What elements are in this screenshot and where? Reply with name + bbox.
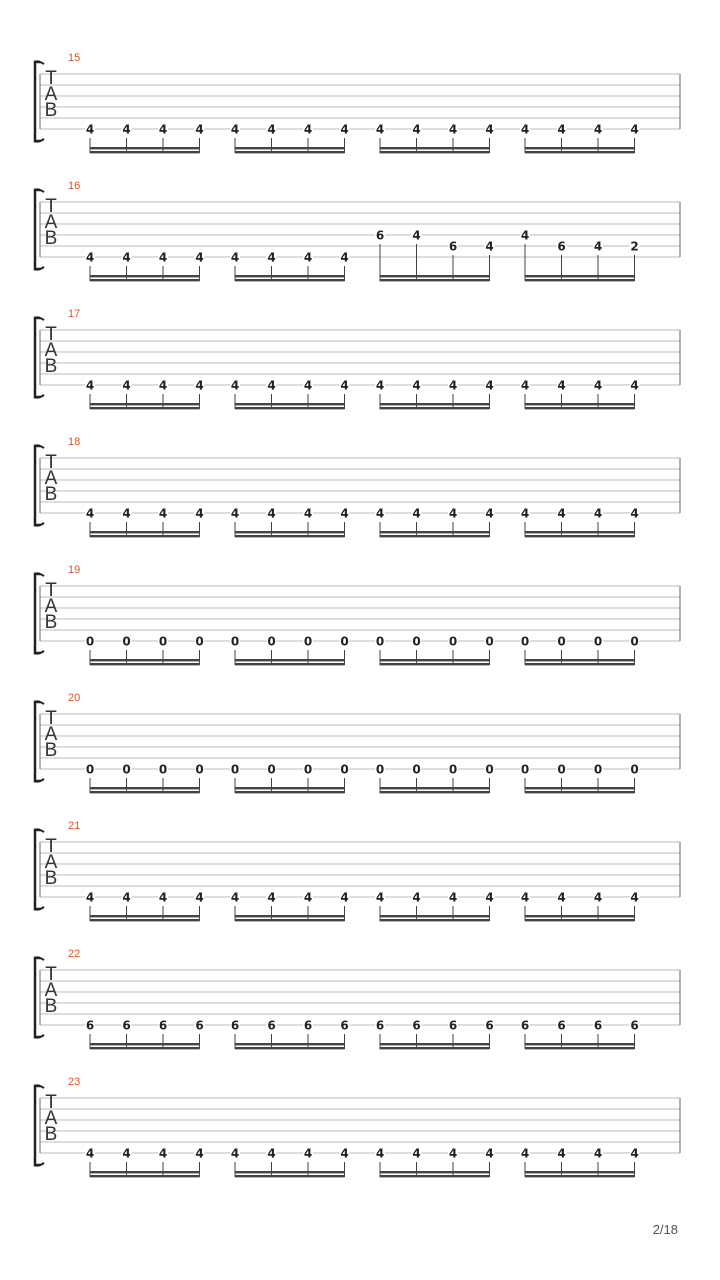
- beam: [380, 659, 490, 661]
- fret-number: 4: [412, 378, 421, 393]
- measure-number: 21: [68, 820, 81, 832]
- beam: [235, 1175, 345, 1177]
- fret-number: 4: [557, 890, 566, 905]
- measure-number: 20: [68, 692, 81, 704]
- fret-number: 6: [520, 1018, 530, 1033]
- fret-number: 4: [412, 122, 421, 137]
- beam: [380, 147, 490, 149]
- beam: [380, 1047, 490, 1049]
- beam: [90, 151, 200, 153]
- fret-number: 4: [520, 122, 530, 137]
- tab-system: [0, 564, 720, 692]
- beam: [235, 1043, 345, 1045]
- beam: [525, 279, 635, 281]
- beam: [235, 151, 345, 153]
- system-bracket: [35, 958, 40, 1037]
- beam: [525, 535, 635, 537]
- system-bracket: [35, 446, 40, 525]
- fret-number: 0: [375, 634, 385, 649]
- fret-number: 4: [520, 506, 530, 521]
- beam: [525, 791, 635, 793]
- fret-number: 0: [85, 762, 95, 777]
- tab-clef-letter: B: [44, 996, 58, 1017]
- fret-number: 4: [122, 250, 131, 265]
- fret-number: 4: [630, 890, 639, 905]
- beam: [380, 407, 490, 409]
- fret-number: 4: [375, 1146, 385, 1161]
- beam: [235, 275, 345, 277]
- fret-number: 4: [412, 228, 421, 243]
- fret-number: 4: [412, 506, 421, 521]
- fret-number: 4: [448, 1146, 458, 1161]
- beam: [90, 147, 200, 149]
- beam: [525, 663, 635, 665]
- beam: [90, 919, 200, 921]
- system-bracket: [35, 318, 40, 397]
- beam: [525, 1175, 635, 1177]
- beam: [380, 279, 490, 281]
- fret-number: 4: [340, 890, 349, 905]
- fret-number: 4: [630, 122, 639, 137]
- tab-system: [0, 436, 720, 564]
- fret-number: 4: [448, 890, 458, 905]
- fret-number: 4: [485, 122, 494, 137]
- fret-number: 6: [230, 1018, 240, 1033]
- measure-number: 18: [68, 436, 81, 448]
- system-bracket: [35, 830, 40, 909]
- fret-number: 4: [593, 1146, 603, 1161]
- beam: [235, 659, 345, 661]
- fret-number: 4: [230, 378, 240, 393]
- fret-number: 4: [630, 506, 639, 521]
- fret-number: 4: [158, 250, 168, 265]
- fret-number: 0: [593, 762, 603, 777]
- fret-number: 4: [520, 228, 530, 243]
- beam: [525, 659, 635, 661]
- fret-number: 6: [340, 1018, 349, 1033]
- tab-clef-letter: T: [45, 452, 57, 473]
- fret-number: 4: [303, 506, 313, 521]
- tab-system: [0, 1076, 720, 1204]
- fret-number: 6: [158, 1018, 168, 1033]
- beam: [380, 531, 490, 533]
- fret-number: 4: [122, 890, 131, 905]
- fret-number: 0: [412, 762, 421, 777]
- fret-number: 4: [303, 890, 313, 905]
- fret-number: 0: [520, 634, 530, 649]
- beam: [90, 531, 200, 533]
- fret-number: 4: [195, 1146, 204, 1161]
- fret-number: 6: [303, 1018, 313, 1033]
- beam: [235, 403, 345, 405]
- measure-number: 17: [68, 308, 81, 320]
- tab-system: [0, 52, 720, 180]
- fret-number: 4: [485, 239, 494, 254]
- tab-clef-letter: A: [44, 596, 58, 617]
- beam: [525, 1043, 635, 1045]
- tab-staff: [0, 948, 720, 1076]
- tab-system: [0, 820, 720, 948]
- fret-number: 0: [557, 634, 566, 649]
- fret-number: 4: [195, 122, 204, 137]
- fret-number: 4: [557, 122, 566, 137]
- fret-number: 6: [593, 1018, 603, 1033]
- beam: [235, 531, 345, 533]
- fret-number: 4: [85, 122, 95, 137]
- tab-clef-letter: A: [44, 852, 58, 873]
- fret-number: 0: [520, 762, 530, 777]
- fret-number: 4: [267, 890, 276, 905]
- fret-number: 4: [303, 1146, 313, 1161]
- fret-number: 0: [303, 762, 313, 777]
- beam: [380, 919, 490, 921]
- tab-clef-letter: A: [44, 1108, 58, 1129]
- tab-clef-letter: T: [45, 708, 57, 729]
- fret-number: 4: [158, 506, 168, 521]
- fret-number: 4: [340, 250, 349, 265]
- fret-number: 4: [340, 1146, 349, 1161]
- fret-number: 0: [412, 634, 421, 649]
- fret-number: 4: [448, 122, 458, 137]
- fret-number: 4: [85, 250, 95, 265]
- beam: [235, 535, 345, 537]
- fret-number: 4: [340, 506, 349, 521]
- tab-staff: [0, 564, 720, 692]
- tab-clef-letter: B: [44, 228, 58, 249]
- fret-number: 6: [375, 1018, 385, 1033]
- fret-number: 4: [122, 1146, 131, 1161]
- fret-number: 4: [230, 506, 240, 521]
- fret-number: 0: [630, 634, 639, 649]
- fret-number: 6: [557, 1018, 566, 1033]
- tab-clef-letter: T: [45, 196, 57, 217]
- measure-number: 22: [68, 948, 81, 960]
- beam: [525, 403, 635, 405]
- fret-number: 6: [267, 1018, 276, 1033]
- fret-number: 4: [158, 890, 168, 905]
- tab-clef-letter: B: [44, 868, 58, 889]
- beam: [90, 787, 200, 789]
- beam: [235, 919, 345, 921]
- tab-clef-letter: A: [44, 340, 58, 361]
- fret-number: 4: [85, 890, 95, 905]
- beam: [380, 1175, 490, 1177]
- fret-number: 0: [195, 762, 204, 777]
- beam: [380, 535, 490, 537]
- fret-number: 0: [630, 762, 639, 777]
- beam: [235, 663, 345, 665]
- fret-number: 4: [593, 239, 603, 254]
- fret-number: 4: [122, 122, 131, 137]
- fret-number: 4: [485, 506, 494, 521]
- tab-clef-letter: B: [44, 612, 58, 633]
- fret-number: 4: [520, 378, 530, 393]
- fret-number: 4: [267, 1146, 276, 1161]
- fret-number: 6: [195, 1018, 204, 1033]
- fret-number: 4: [485, 890, 494, 905]
- fret-number: 6: [448, 239, 458, 254]
- tab-staff: [0, 180, 720, 308]
- fret-number: 0: [448, 762, 458, 777]
- beam: [90, 279, 200, 281]
- measure-number: 15: [68, 52, 81, 64]
- fret-number: 4: [520, 1146, 530, 1161]
- fret-number: 4: [593, 122, 603, 137]
- fret-number: 4: [557, 378, 566, 393]
- tab-staff: [0, 692, 720, 820]
- beam: [525, 1171, 635, 1173]
- fret-number: 4: [520, 890, 530, 905]
- fret-number: 4: [85, 378, 95, 393]
- tab-clef-letter: B: [44, 740, 58, 761]
- fret-number: 4: [267, 250, 276, 265]
- system-bracket: [35, 1086, 40, 1165]
- fret-number: 4: [630, 378, 639, 393]
- beam: [90, 275, 200, 277]
- fret-number: 4: [195, 506, 204, 521]
- beam: [235, 279, 345, 281]
- fret-number: 4: [195, 250, 204, 265]
- fret-number: 4: [303, 122, 313, 137]
- fret-number: 6: [412, 1018, 421, 1033]
- tab-staff: [0, 1076, 720, 1204]
- beam: [525, 787, 635, 789]
- fret-number: 0: [267, 762, 276, 777]
- fret-number: 0: [485, 634, 494, 649]
- tab-clef-letter: T: [45, 68, 57, 89]
- fret-number: 0: [158, 634, 168, 649]
- beam: [90, 1047, 200, 1049]
- fret-number: 4: [557, 1146, 566, 1161]
- fret-number: 4: [230, 122, 240, 137]
- beam: [380, 275, 490, 277]
- tab-clef-letter: A: [44, 84, 58, 105]
- beam: [525, 275, 635, 277]
- beam: [525, 151, 635, 153]
- tab-staff: [0, 820, 720, 948]
- tab-staff: [0, 52, 720, 180]
- beam: [235, 1171, 345, 1173]
- fret-number: 0: [230, 762, 240, 777]
- fret-number: 0: [340, 634, 349, 649]
- beam: [380, 791, 490, 793]
- beam: [525, 1047, 635, 1049]
- measure-number: 16: [68, 180, 81, 192]
- system-bracket: [35, 702, 40, 781]
- beam: [90, 403, 200, 405]
- fret-number: 4: [267, 122, 276, 137]
- fret-number: 4: [158, 1146, 168, 1161]
- tab-staff: [0, 308, 720, 436]
- tab-clef-letter: B: [44, 356, 58, 377]
- page-number: 2/18: [652, 1222, 678, 1237]
- measure-number: 23: [68, 1076, 81, 1088]
- tab-clef-letter: A: [44, 724, 58, 745]
- fret-number: 4: [230, 1146, 240, 1161]
- fret-number: 0: [593, 634, 603, 649]
- fret-number: 0: [485, 762, 494, 777]
- tab-system: [0, 308, 720, 436]
- fret-number: 0: [122, 762, 131, 777]
- beam: [380, 663, 490, 665]
- tab-clef-letter: A: [44, 980, 58, 1001]
- beam: [380, 1171, 490, 1173]
- fret-number: 6: [557, 239, 566, 254]
- fret-number: 0: [267, 634, 276, 649]
- tab-staff: [0, 436, 720, 564]
- beam: [235, 407, 345, 409]
- tab-clef-letter: T: [45, 836, 57, 857]
- fret-number: 6: [85, 1018, 95, 1033]
- beam: [235, 1047, 345, 1049]
- beam: [90, 915, 200, 917]
- beam: [90, 535, 200, 537]
- fret-number: 4: [448, 378, 458, 393]
- fret-number: 4: [375, 506, 385, 521]
- fret-number: 4: [195, 890, 204, 905]
- fret-number: 4: [122, 506, 131, 521]
- tab-clef-letter: A: [44, 468, 58, 489]
- fret-number: 4: [485, 1146, 494, 1161]
- tab-clef-letter: T: [45, 580, 57, 601]
- tab-system: [0, 948, 720, 1076]
- beam: [90, 1171, 200, 1173]
- tab-clef-letter: B: [44, 1124, 58, 1145]
- fret-number: 4: [557, 506, 566, 521]
- beam: [525, 915, 635, 917]
- fret-number: 4: [593, 890, 603, 905]
- fret-number: 4: [303, 378, 313, 393]
- tab-clef-letter: A: [44, 212, 58, 233]
- system-bracket: [35, 62, 40, 141]
- fret-number: 4: [448, 506, 458, 521]
- fret-number: 4: [158, 378, 168, 393]
- fret-number: 0: [122, 634, 131, 649]
- fret-number: 6: [122, 1018, 131, 1033]
- fret-number: 0: [448, 634, 458, 649]
- tab-clef-letter: T: [45, 324, 57, 345]
- tab-clef-letter: T: [45, 1092, 57, 1113]
- tab-clef-letter: B: [44, 100, 58, 121]
- fret-number: 4: [267, 378, 276, 393]
- beam: [525, 147, 635, 149]
- beam: [235, 791, 345, 793]
- beam: [525, 919, 635, 921]
- beam: [380, 915, 490, 917]
- fret-number: 4: [375, 378, 385, 393]
- tab-clef-letter: B: [44, 484, 58, 505]
- fret-number: 0: [195, 634, 204, 649]
- fret-number: 4: [230, 250, 240, 265]
- fret-number: 4: [122, 378, 131, 393]
- fret-number: 4: [303, 250, 313, 265]
- beam: [90, 1175, 200, 1177]
- tab-clef-letter: T: [45, 964, 57, 985]
- fret-number: 6: [375, 228, 385, 243]
- beam: [525, 407, 635, 409]
- fret-number: 0: [158, 762, 168, 777]
- fret-number: 0: [85, 634, 95, 649]
- system-bracket: [35, 574, 40, 653]
- fret-number: 4: [85, 506, 95, 521]
- fret-number: 4: [85, 1146, 95, 1161]
- tab-system: [0, 692, 720, 820]
- beam: [380, 787, 490, 789]
- tab-system: [0, 180, 720, 308]
- fret-number: 4: [158, 122, 168, 137]
- beam: [90, 1043, 200, 1045]
- beam: [235, 787, 345, 789]
- fret-number: 0: [557, 762, 566, 777]
- fret-number: 0: [303, 634, 313, 649]
- fret-number: 2: [630, 239, 639, 254]
- beam: [90, 659, 200, 661]
- fret-number: 0: [375, 762, 385, 777]
- beam: [380, 403, 490, 405]
- fret-number: 6: [485, 1018, 494, 1033]
- beam: [90, 663, 200, 665]
- fret-number: 4: [412, 890, 421, 905]
- fret-number: 4: [340, 378, 349, 393]
- fret-number: 4: [340, 122, 349, 137]
- fret-number: 4: [230, 890, 240, 905]
- system-bracket: [35, 190, 40, 269]
- measure-number: 19: [68, 564, 81, 576]
- beam: [90, 407, 200, 409]
- fret-number: 4: [593, 506, 603, 521]
- fret-number: 4: [485, 378, 494, 393]
- fret-number: 6: [448, 1018, 458, 1033]
- fret-number: 4: [195, 378, 204, 393]
- fret-number: 4: [375, 890, 385, 905]
- fret-number: 0: [340, 762, 349, 777]
- fret-number: 0: [230, 634, 240, 649]
- beam: [525, 531, 635, 533]
- fret-number: 4: [593, 378, 603, 393]
- beam: [90, 791, 200, 793]
- beam: [380, 1043, 490, 1045]
- fret-number: 4: [267, 506, 276, 521]
- beam: [235, 915, 345, 917]
- fret-number: 4: [412, 1146, 421, 1161]
- fret-number: 6: [630, 1018, 639, 1033]
- fret-number: 4: [375, 122, 385, 137]
- beam: [235, 147, 345, 149]
- fret-number: 4: [630, 1146, 639, 1161]
- beam: [380, 151, 490, 153]
